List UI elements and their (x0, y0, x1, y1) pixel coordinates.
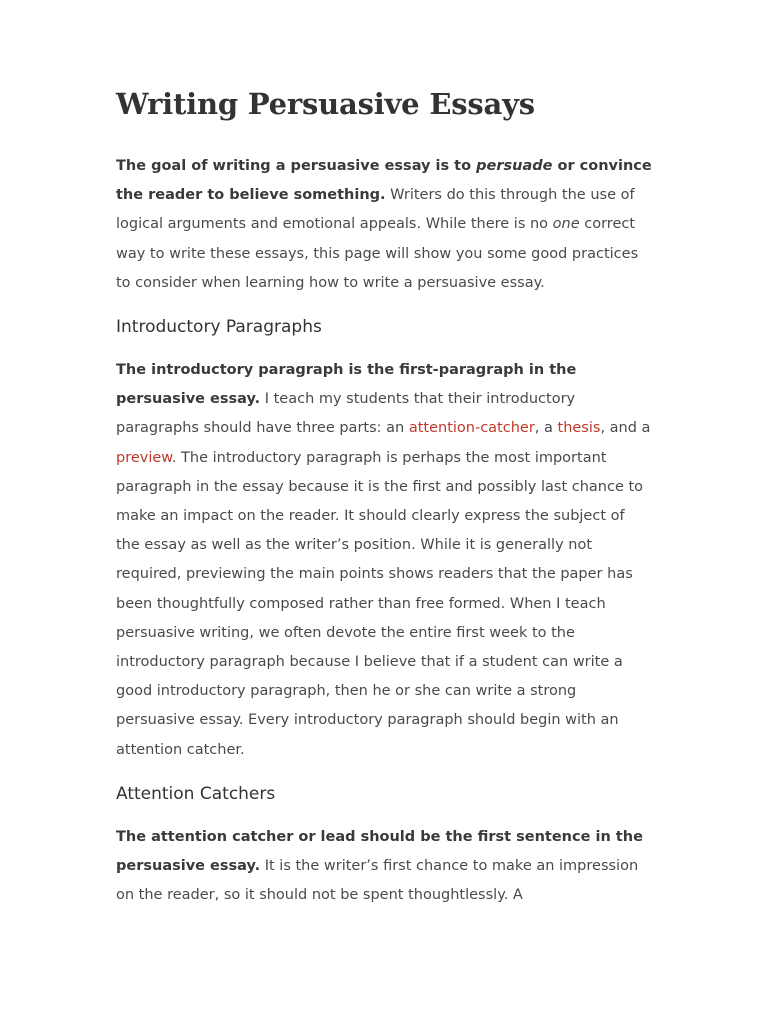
intro-lead-emphasis: persuade (476, 158, 553, 174)
attention-catcher-link[interactable]: attention-catcher (408, 420, 535, 437)
attention-text-part-1: It is the writer’s first chance to make an impression on the reader, so it should not be spent thoughtlessly. A (116, 858, 639, 904)
introductory-text-part-1: I teach my students that their introductory paragraphs should have three parts: an (116, 391, 576, 437)
intro-lead-part-2: or convince the reader to believe something. (116, 158, 652, 204)
introductory-text-part-3: , and a (600, 420, 651, 437)
intro-lead-part-1: The goal of writing a persuasive essay is to (116, 158, 477, 174)
attention-paragraph (116, 823, 652, 911)
document-page (116, 82, 652, 924)
section-heading-introductory: Introductory Paragraphs (116, 317, 322, 338)
introductory-lead: The introductory paragraph is the first-paragraph in the persuasive essay. (116, 362, 577, 408)
thesis-link[interactable]: thesis (557, 420, 601, 437)
intro-text-part-1: Writers do this through the use of logical arguments and emotional appeals. While there is no (116, 187, 635, 233)
page-title: Writing Persuasive Essays (116, 87, 535, 121)
introductory-text-part-2: , a (534, 420, 558, 437)
introductory-paragraph (116, 356, 652, 765)
preview-link[interactable]: preview (116, 449, 172, 466)
introductory-text-part-4: . The introductory paragraph is perhaps the most important paragraph in the essay because it is the first and possibly last chance to make an impact on the reader. It should clearly express the subject of the essay as well as the writer’s position. While it is generally not required, previewing the main points shows readers that the paper has been thoughtfully composed rather than free formed. When I teach persuasive writing, we often devote the entire first week to the introductory paragraph because I believe that if a student can write a good introductory paragraph, then he or she can write a strong persuasive essay. Every introductory paragraph should begin with an attention catcher. (116, 449, 644, 758)
intro-text-emphasis: one (552, 216, 580, 233)
section-heading-attention: Attention Catchers (116, 783, 276, 804)
intro-text-part-2: correct way to write these essays, this page will show you some good practices to consider when learning how to write a persuasive essay. (116, 216, 639, 291)
attention-lead: The attention catcher or lead should be the first sentence in the persuasive essay. (116, 828, 643, 875)
intro-paragraph (116, 152, 652, 298)
